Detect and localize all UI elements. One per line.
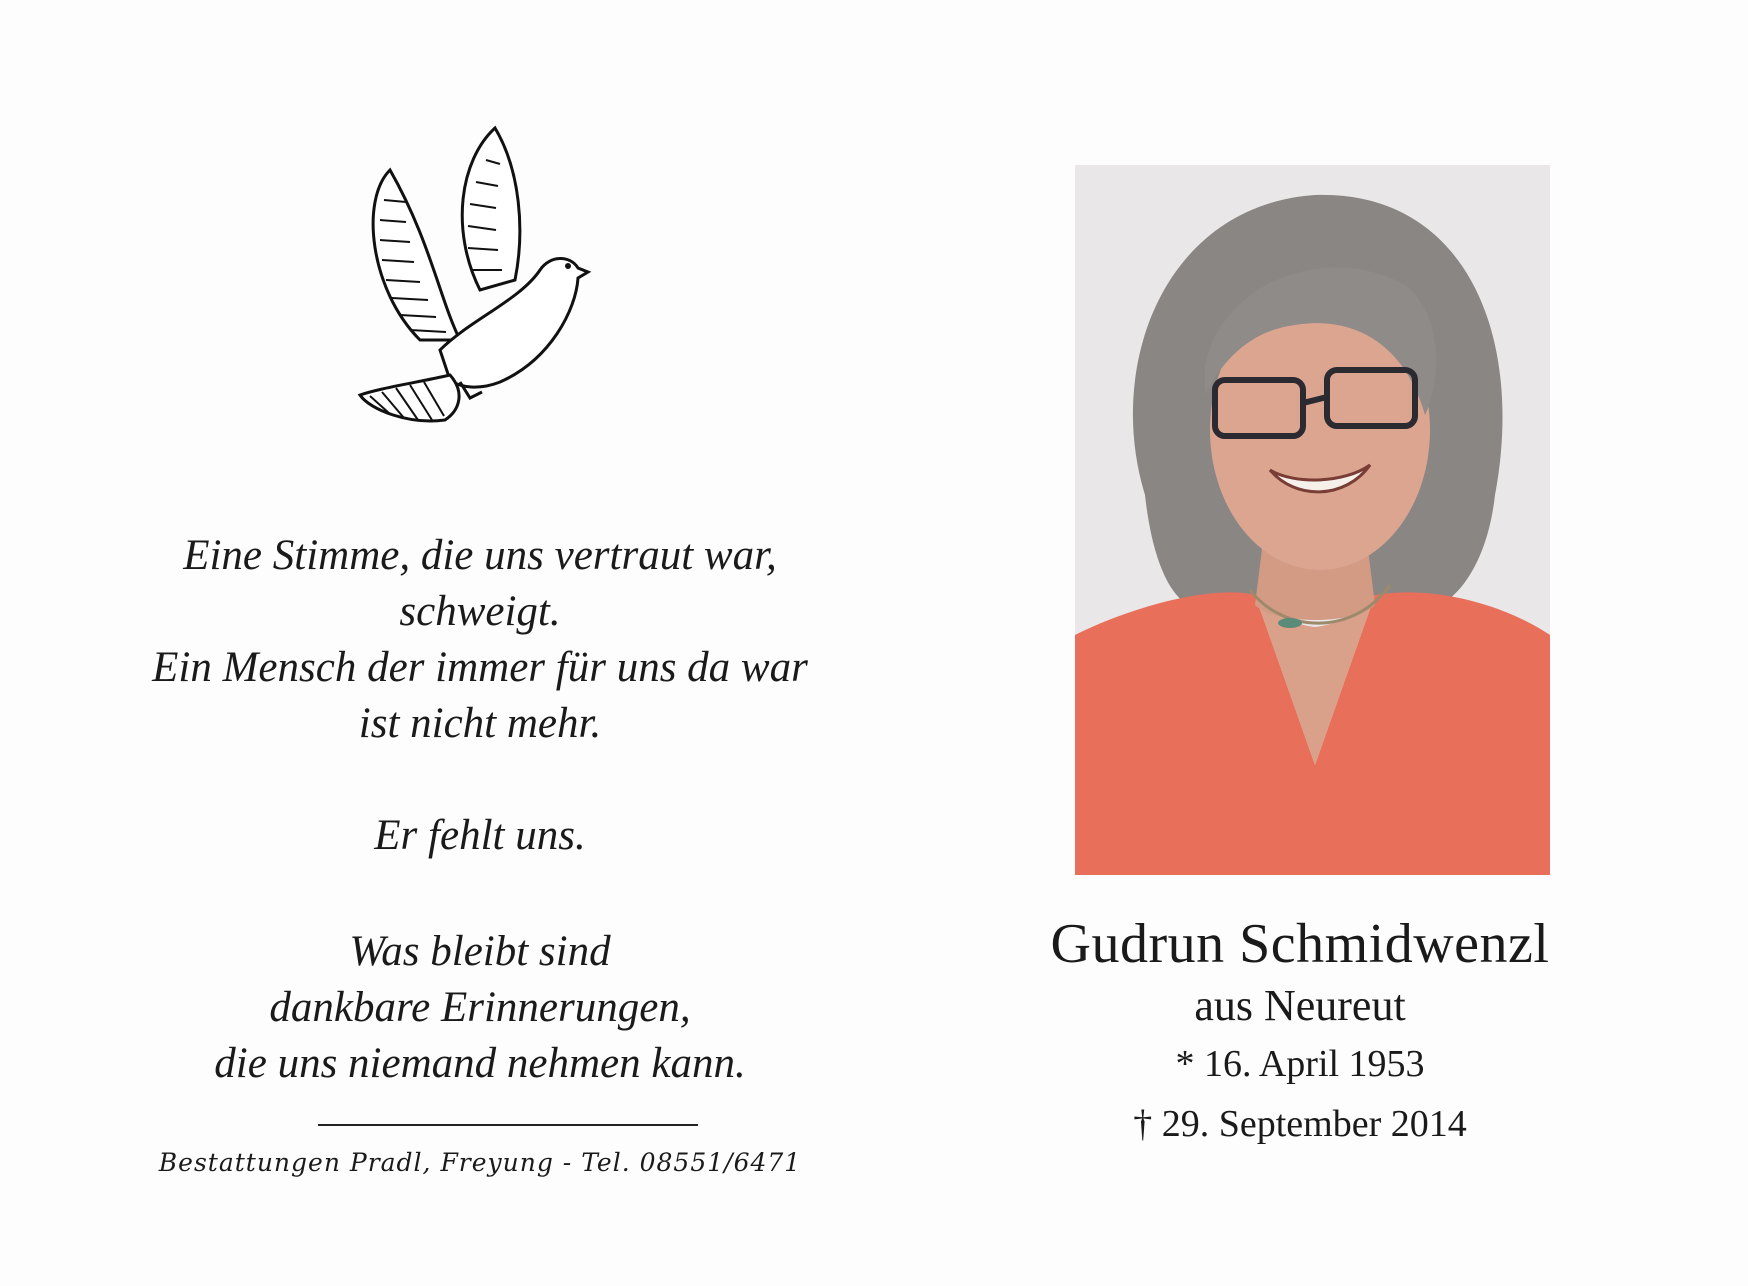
portrait-photo (1075, 165, 1550, 875)
death-date: † 29. September 2014 (1133, 1103, 1467, 1145)
verse-line: dankbare Erinnerungen, (269, 984, 691, 1031)
verse-line: die uns niemand nehmen kann. (214, 1040, 746, 1087)
divider (318, 1124, 698, 1126)
verse-stanza-2 (90, 808, 870, 864)
verse-line: Eine Stimme, die uns vertraut war, (183, 532, 777, 579)
verse-line: schweigt. (399, 588, 561, 635)
verse-line: Ein Mensch der immer für uns da war (152, 644, 808, 691)
dove-icon (350, 120, 620, 460)
verse-stanza-3 (90, 924, 870, 1092)
undertaker-imprint: Bestattungen Pradl, Freyung - Tel. 08551/6471 (158, 1148, 802, 1177)
verse-stanza-1 (90, 528, 870, 752)
verse-line: Was bleibt sind (349, 928, 611, 975)
verse-line: ist nicht mehr. (358, 700, 602, 747)
deceased-name: Gudrun Schmidwenzl (1050, 913, 1550, 975)
deceased-origin: aus Neureut (1194, 981, 1406, 1030)
verse-line: Er fehlt uns. (374, 812, 586, 859)
birth-date: * 16. April 1953 (1175, 1043, 1425, 1085)
